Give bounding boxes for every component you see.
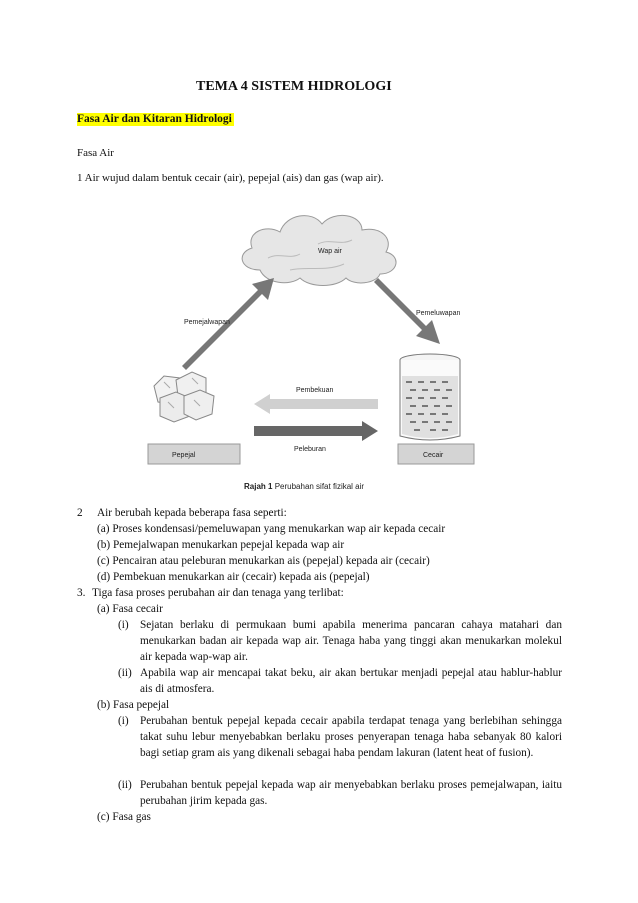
phase-liquid-heading: (a) Fasa cecair [97,603,163,615]
point-2-number: 2 [77,507,83,519]
ice-cubes-illustration [154,372,214,422]
section-heading: Fasa Air dan Kitaran Hidrologi [77,113,232,125]
cloud-label: Wap air [318,248,342,255]
diagram-caption [244,482,364,491]
phase-solid-heading: (b) Fasa pepejal [97,699,170,711]
freezing-label: Pembekuan [296,387,334,394]
phase-liquid-ii-text: Apabila wap air mencapai takat beku, air akan bertukar menjadi pepejal atau hablur-hablur ais di atmosfera. [140,667,562,695]
beaker-illustration [400,354,460,440]
phase-gas-heading: (c) Fasa gas [97,811,151,823]
point-3-text: Tiga fasa proses perubahan air dan tenaga yang terlibat: [92,587,344,599]
freezing-arrow [254,394,378,414]
point-1: 1 Air wujud dalam bentuk cecair (air), pepejal (ais) dan gas (wap air). [77,172,384,184]
caption-text: Perubahan sifat fizikal air [272,482,365,491]
subheading: Fasa Air [77,147,114,159]
phase-liquid-i-text: Sejatan berlaku di permukaan bumi apabila menerima pancaran cahaya matahari dan menukarkan badan air kepada wap air. Tenaga haba yang tinggi akan menukarkan molekul air kepada wap-wap air. [140,619,562,663]
point-2-text: Air berubah kepada beberapa fasa seperti: [97,507,287,519]
condensation-label: Pemeluwapan [416,310,461,317]
phase-solid-i-num: (i) [118,715,129,727]
point-2-item-a: (a) Proses kondensasi/pemeluwapan yang menukarkan wap air kepada cecair [97,523,446,535]
point-2-item-d: (d) Pembekuan menukarkan air (cecair) kepada ais (pepejal) [97,571,370,583]
sublimation-label: Pemejalwapan [184,319,230,326]
phase-solid-i-text: Perubahan bentuk pepejal kepada cecair apabila terdapat tenaga yang berlebihan sehingga takat suhu lebur menyebabkan berlaku proses penyerapan tenaga haba sebanyak 80 kalori bagi setiap gram ais yang dikenali sebagai haba pendam lakuran (latent heat of fusion). [140,715,562,759]
phase-liquid-i-num: (i) [118,619,129,631]
caption-bold: Rajah 1 [244,482,273,491]
melting-arrow [254,421,378,441]
point-3-number: 3. [77,587,86,599]
liquid-box-label: Cecair [423,452,444,459]
water-phase-diagram [140,198,480,498]
phase-solid-ii-text: Perubahan bentuk pepejal kepada wap air menyebabkan berlaku proses pemejalwapan, iaitu perubahan jirim kepada gas. [140,779,562,807]
phase-solid-ii-num: (ii) [118,779,132,791]
page-title: TEMA 4 SISTEM HIDROLOGI [196,79,392,94]
melting-label: Peleburan [294,446,326,453]
phase-liquid-ii-num: (ii) [118,667,132,679]
solid-box-label: Pepejal [172,452,196,459]
point-2-item-c: (c) Pencairan atau peleburan menukarkan ais (pepejal) kepada air (cecair) [97,555,430,567]
point-2-item-b: (b) Pemejalwapan menukarkan pepejal kepada wap air [97,539,345,551]
